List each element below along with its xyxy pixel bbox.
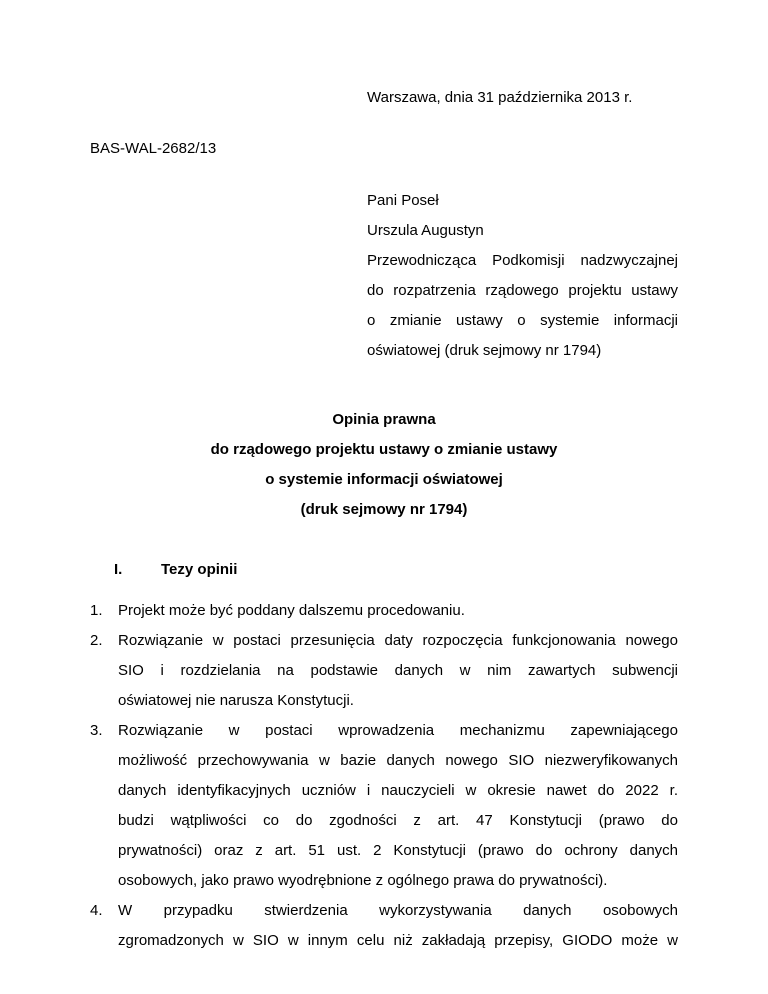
thesis-line: Rozwiązanie w postaci wprowadzenia mechanizmu zapewniającego — [118, 722, 678, 739]
addressee-role-line: Przewodnicząca Podkomisji nadzwyczajnej — [367, 252, 678, 269]
document-date: Warszawa, dnia 31 października 2013 r. — [367, 89, 633, 106]
thesis-item — [90, 716, 678, 896]
addressee-block — [367, 186, 678, 366]
theses-list — [90, 596, 678, 956]
thesis-line: danych identyfikacyjnych uczniów i nauczycieli w okresie nawet do 2022 r. — [118, 782, 678, 799]
thesis-line: budzi wątpliwości co do zgodności z art. 47 Konstytucji (prawo do — [118, 812, 678, 829]
thesis-line: prywatności) oraz z art. 51 ust. 2 Konstytucji (prawo do ochrony danych — [118, 842, 678, 859]
thesis-line: W przypadku stwierdzenia wykorzystywania danych osobowych — [118, 902, 678, 919]
thesis-line: SIO i rozdzielania na podstawie danych w nim zawartych subwencji — [118, 662, 678, 679]
thesis-line: Rozwiązanie w postaci przesunięcia daty rozpoczęcia funkcjonowania nowego — [118, 632, 678, 649]
thesis-line: możliwość przechowywania w bazie danych nowego SIO niezweryfikowanych — [118, 752, 678, 769]
addressee-role-line: do rozpatrzenia rządowego projektu ustawy — [367, 282, 678, 299]
thesis-item — [90, 626, 678, 716]
thesis-number: 2. — [90, 632, 103, 649]
addressee-role-line: oświatowej (druk sejmowy nr 1794) — [367, 342, 602, 359]
thesis-line: zgromadzonych w SIO w innym celu niż zakładają przepisy, GIODO może w — [118, 932, 678, 949]
opinion-title — [90, 405, 678, 525]
thesis-number: 3. — [90, 722, 103, 739]
thesis-item — [90, 896, 678, 956]
thesis-line: Projekt może być poddany dalszemu procedowaniu. — [118, 602, 465, 619]
thesis-item — [90, 596, 678, 626]
addressee-name: Urszula Augustyn — [367, 222, 484, 239]
title-line: do rządowego projektu ustawy o zmianie ustawy — [210, 441, 558, 458]
title-line: (druk sejmowy nr 1794) — [300, 501, 468, 518]
thesis-line: oświatowej nie narusza Konstytucji. — [118, 692, 354, 709]
section-title: Tezy opinii — [161, 561, 238, 578]
thesis-line: osobowych, jako prawo wyodrębnione z ogólnego prawa do prywatności). — [118, 872, 608, 889]
reference-number: BAS-WAL-2682/13 — [90, 140, 217, 157]
addressee-role-line: o zmianie ustawy o systemie informacji — [367, 312, 678, 329]
thesis-number: 1. — [90, 602, 103, 619]
thesis-number: 4. — [90, 902, 103, 919]
section-number: I. — [114, 561, 123, 578]
title-line: Opinia prawna — [332, 411, 436, 428]
addressee-salutation: Pani Poseł — [367, 192, 439, 209]
title-line: o systemie informacji oświatowej — [265, 471, 503, 488]
